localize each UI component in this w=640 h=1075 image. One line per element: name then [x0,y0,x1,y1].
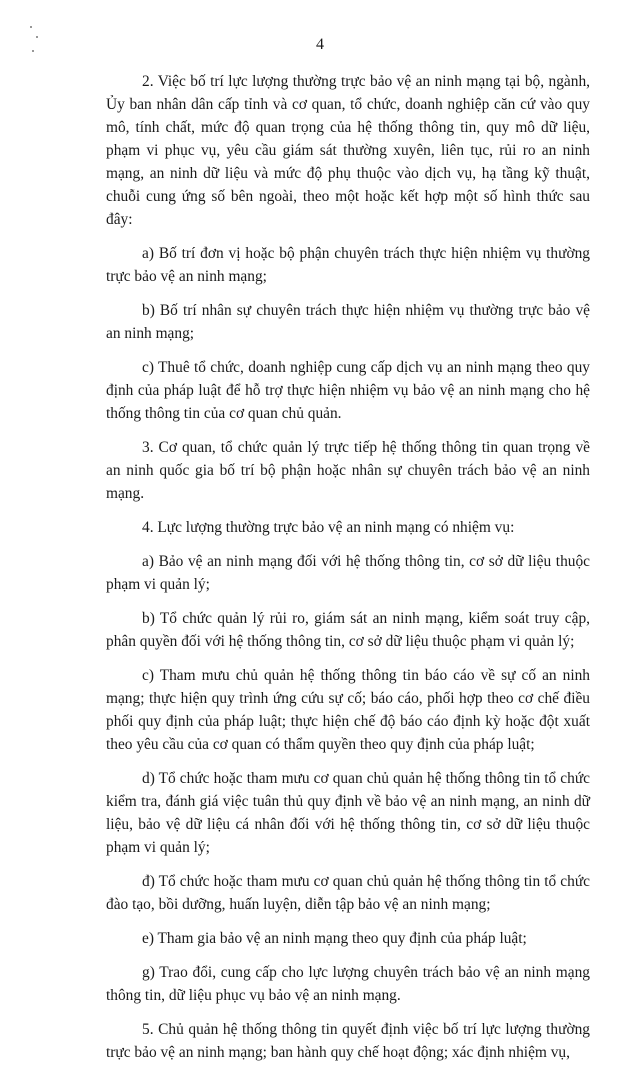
paragraph-4a: a) Bảo vệ an ninh mạng đối với hệ thống thông tin, cơ sở dữ liệu thuộc phạm vi quản lý; [106,553,590,593]
paragraph-2: 2. Việc bố trí lực lượng thường trực bảo vệ an ninh mạng tại bộ, ngành, Ủy ban nhân dân cấp tỉnh và cơ quan, tổ chức, doanh nghiệp căn cứ vào quy mô, tính chất, mức độ quan trọng của hệ thống thông tin, quy mô dữ liệu, phạm vi phục vụ, yêu cầu giám sát thường xuyên, liên tục, rủi ro an ninh mạng, an ninh dữ liệu và mức độ phụ thuộc vào dịch vụ, hạ tầng kỹ thuật, chuỗi cung ứng số bên ngoài, theo một hoặc kết hợp một số hình thức sau đây: [106,73,590,228]
paragraph-5: 5. Chủ quản hệ thống thông tin quyết định việc bố trí lực lượng thường trực bảo vệ an ninh mạng; ban hành quy chế hoạt động; xác định nhiệm vụ, [106,1021,590,1061]
paragraph-4c: c) Tham mưu chủ quản hệ thống thông tin báo cáo về sự cố an ninh mạng; thực hiện quy trình ứng cứu sự cố; báo cáo, phối hợp theo cơ chế điều phối quy định của pháp luật; thực hiện chế độ báo cáo định kỳ hoặc đột xuất theo yêu cầu của cơ quan có thẩm quyền theo quy định của pháp luật; [106,667,590,753]
paragraph-2b: b) Bố trí nhân sự chuyên trách thực hiện nhiệm vụ thường trực bảo vệ an ninh mạng; [106,302,590,342]
document-body [106,70,590,1075]
page-number: 4 [316,36,324,53]
paragraph-4: 4. Lực lượng thường trực bảo vệ an ninh mạng có nhiệm vụ: [142,519,515,536]
paragraph-4b: b) Tổ chức quản lý rủi ro, giám sát an ninh mạng, kiểm soát truy cập, phân quyền đối với hệ thống thông tin, cơ sở dữ liệu thuộc phạm vi quản lý; [106,610,590,650]
paragraph-2a: a) Bố trí đơn vị hoặc bộ phận chuyên trách thực hiện nhiệm vụ thường trực bảo vệ an ninh mạng; [106,245,590,285]
paragraph-3: 3. Cơ quan, tổ chức quản lý trực tiếp hệ thống thông tin quan trọng về an ninh quốc gia bố trí bộ phận hoặc nhân sự chuyên trách bảo vệ an ninh mạng. [106,439,590,502]
paragraph-4g: g) Trao đổi, cung cấp cho lực lượng chuyên trách bảo vệ an ninh mạng thông tin, dữ liệu phục vụ bảo vệ an ninh mạng. [106,964,590,1004]
paragraph-4e: e) Tham gia bảo vệ an ninh mạng theo quy định của pháp luật; [142,930,527,947]
paragraph-4dd: đ) Tổ chức hoặc tham mưu cơ quan chủ quản hệ thống thông tin tổ chức đào tạo, bồi dưỡng, huấn luyện, diễn tập bảo vệ an ninh mạng; [106,873,590,913]
paragraph-2c: c) Thuê tổ chức, doanh nghiệp cung cấp dịch vụ an ninh mạng theo quy định của pháp luật để hỗ trợ thực hiện nhiệm vụ bảo vệ an ninh mạng cho hệ thống thông tin của cơ quan chủ quản. [106,359,590,422]
paragraph-4d: d) Tổ chức hoặc tham mưu cơ quan chủ quản hệ thống thông tin tổ chức kiểm tra, đánh giá việc tuân thủ quy định về bảo vệ an ninh mạng, an ninh dữ liệu, bảo vệ dữ liệu cá nhân đối với hệ thống thông tin, cơ sở dữ liệu thuộc phạm vi quản lý; [106,770,590,856]
